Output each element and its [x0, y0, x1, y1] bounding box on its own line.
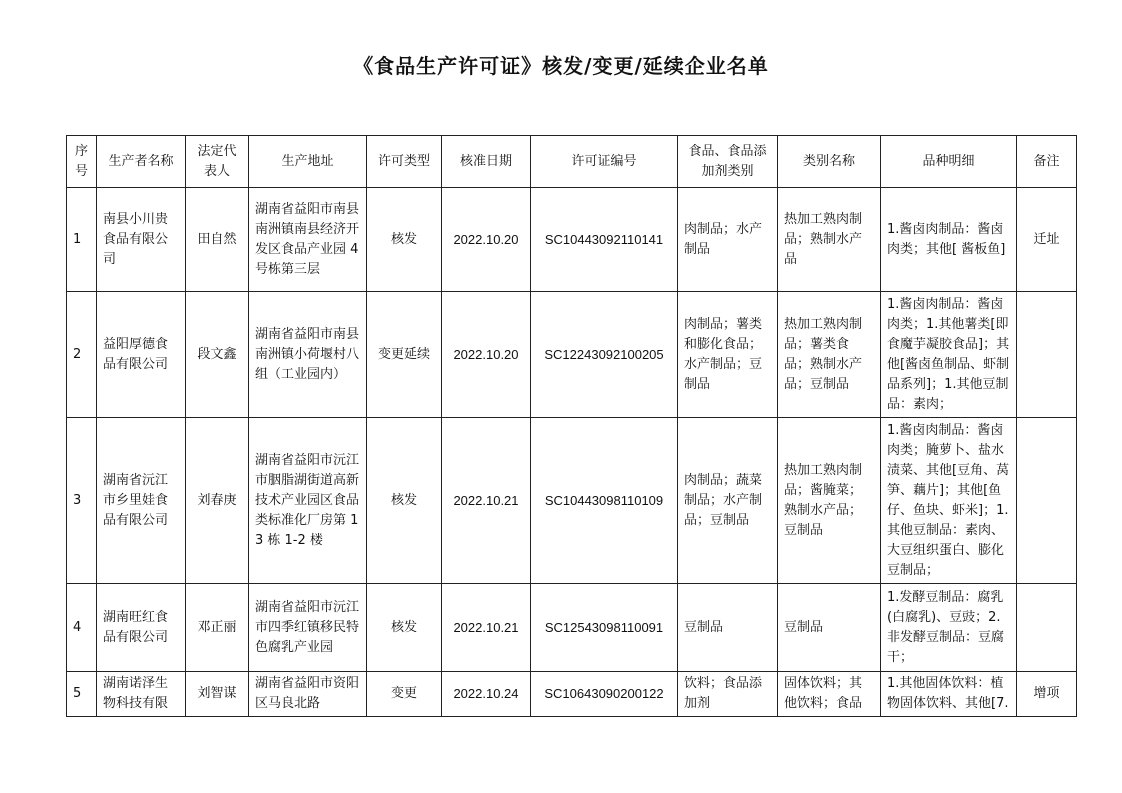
cell-variety-detail: 1.酱卤肉制品：酱卤肉类；其他[ 酱板鱼]: [881, 188, 1017, 292]
licence-table: [66, 135, 1077, 717]
cell-licence-no: SC12543098110091: [531, 584, 678, 672]
cell-index: 4: [67, 584, 97, 672]
cell-index: 2: [67, 292, 97, 418]
cell-remarks: [1017, 584, 1077, 672]
cell-variety-detail: 1.其他固体饮料：植物固体饮料、其他[7.: [881, 672, 1017, 717]
cell-food-category: 肉制品；薯类和膨化食品；水产制品；豆制品: [678, 292, 778, 418]
cell-permit-type: 变更: [367, 672, 442, 717]
cell-remarks: 迁址: [1017, 188, 1077, 292]
cell-food-category: 豆制品: [678, 584, 778, 672]
cell-permit-type: 核发: [367, 584, 442, 672]
cell-legal-rep: 刘智谋: [186, 672, 249, 717]
cell-variety-detail: 1.酱卤肉制品：酱卤肉类；腌萝卜、盐水渍菜、其他[豆角、莴笋、藕片]；其他[鱼仔、鱼块、虾米]；1.其他豆制品：素肉、大豆组织蛋白、膨化豆制品；: [881, 418, 1017, 584]
cell-food-category: 肉制品；蔬菜制品；水产制品；豆制品: [678, 418, 778, 584]
cell-approval-date: 2022.10.21: [442, 584, 531, 672]
cell-address: 湖南省益阳市资阳区马良北路: [249, 672, 367, 717]
cell-licence-no: SC10443098110109: [531, 418, 678, 584]
header-index: 序号: [67, 136, 97, 188]
cell-variety-detail: 1.酱卤肉制品：酱卤肉类；1.其他薯类[即食魔芋凝胶食品]；其他[酱卤鱼制品、虾制品系列]；1.其他豆制品：素肉；: [881, 292, 1017, 418]
header-permit-type: 许可类型: [367, 136, 442, 188]
cell-approval-date: 2022.10.20: [442, 188, 531, 292]
table-row: [67, 584, 1077, 672]
cell-index: 3: [67, 418, 97, 584]
cell-address: 湖南省益阳市沅江市胭脂湖街道高新技术产业园区食品类标准化厂房第 13 栋 1-2 楼: [249, 418, 367, 584]
cell-class-name: 热加工熟肉制品；薯类食品；熟制水产品；豆制品: [778, 292, 881, 418]
cell-legal-rep: 邓正丽: [186, 584, 249, 672]
table-header-row: [67, 136, 1077, 188]
cell-variety-detail: 1.发酵豆制品：腐乳(白腐乳)、豆豉；2.非发酵豆制品：豆腐干；: [881, 584, 1017, 672]
table-row: [67, 672, 1077, 717]
table-row: [67, 292, 1077, 418]
header-approval-date: 核准日期: [442, 136, 531, 188]
cell-permit-type: 核发: [367, 418, 442, 584]
cell-remarks: [1017, 292, 1077, 418]
cell-approval-date: 2022.10.21: [442, 418, 531, 584]
cell-producer: 益阳厚德食品有限公司: [97, 292, 186, 418]
cell-producer: 湖南旺红食品有限公司: [97, 584, 186, 672]
cell-legal-rep: 刘春庚: [186, 418, 249, 584]
header-producer: 生产者名称: [97, 136, 186, 188]
cell-class-name: 热加工熟肉制品；熟制水产品: [778, 188, 881, 292]
cell-class-name: 固体饮料；其他饮料；食品: [778, 672, 881, 717]
cell-legal-rep: 田自然: [186, 188, 249, 292]
cell-food-category: 饮料；食品添加剂: [678, 672, 778, 717]
header-licence-no: 许可证编号: [531, 136, 678, 188]
cell-permit-type: 变更延续: [367, 292, 442, 418]
cell-licence-no: SC10443092110141: [531, 188, 678, 292]
cell-licence-no: SC12243092100205: [531, 292, 678, 418]
table-row: [67, 188, 1077, 292]
header-address: 生产地址: [249, 136, 367, 188]
cell-index: 5: [67, 672, 97, 717]
cell-remarks: 增项: [1017, 672, 1077, 717]
cell-address: 湖南省益阳市南县南洲镇小荷堰村八组（工业园内）: [249, 292, 367, 418]
cell-address: 湖南省益阳市沅江市四季红镇移民特色腐乳产业园: [249, 584, 367, 672]
cell-producer: 南县小川贵食品有限公司: [97, 188, 186, 292]
table-row: [67, 418, 1077, 584]
header-legal-rep: 法定代表人: [186, 136, 249, 188]
cell-licence-no: SC10643090200122: [531, 672, 678, 717]
cell-class-name: 豆制品: [778, 584, 881, 672]
cell-remarks: [1017, 418, 1077, 584]
cell-legal-rep: 段文鑫: [186, 292, 249, 418]
header-variety-detail: 品种明细: [881, 136, 1017, 188]
header-remarks: 备注: [1017, 136, 1077, 188]
cell-address: 湖南省益阳市南县南洲镇南县经济开发区食品产业园 4 号栋第三层: [249, 188, 367, 292]
cell-class-name: 热加工熟肉制品；酱腌菜；熟制水产品；豆制品: [778, 418, 881, 584]
cell-approval-date: 2022.10.24: [442, 672, 531, 717]
header-class-name: 类别名称: [778, 136, 881, 188]
cell-permit-type: 核发: [367, 188, 442, 292]
page-title: 《食品生产许可证》核发/变更/延续企业名单: [353, 54, 769, 78]
cell-producer: 湖南诺泽生物科技有限: [97, 672, 186, 717]
cell-approval-date: 2022.10.20: [442, 292, 531, 418]
cell-index: 1: [67, 188, 97, 292]
cell-food-category: 肉制品；水产制品: [678, 188, 778, 292]
header-food-category: 食品、食品添加剂类别: [678, 136, 778, 188]
cell-producer: 湖南省沅江市乡里娃食品有限公司: [97, 418, 186, 584]
